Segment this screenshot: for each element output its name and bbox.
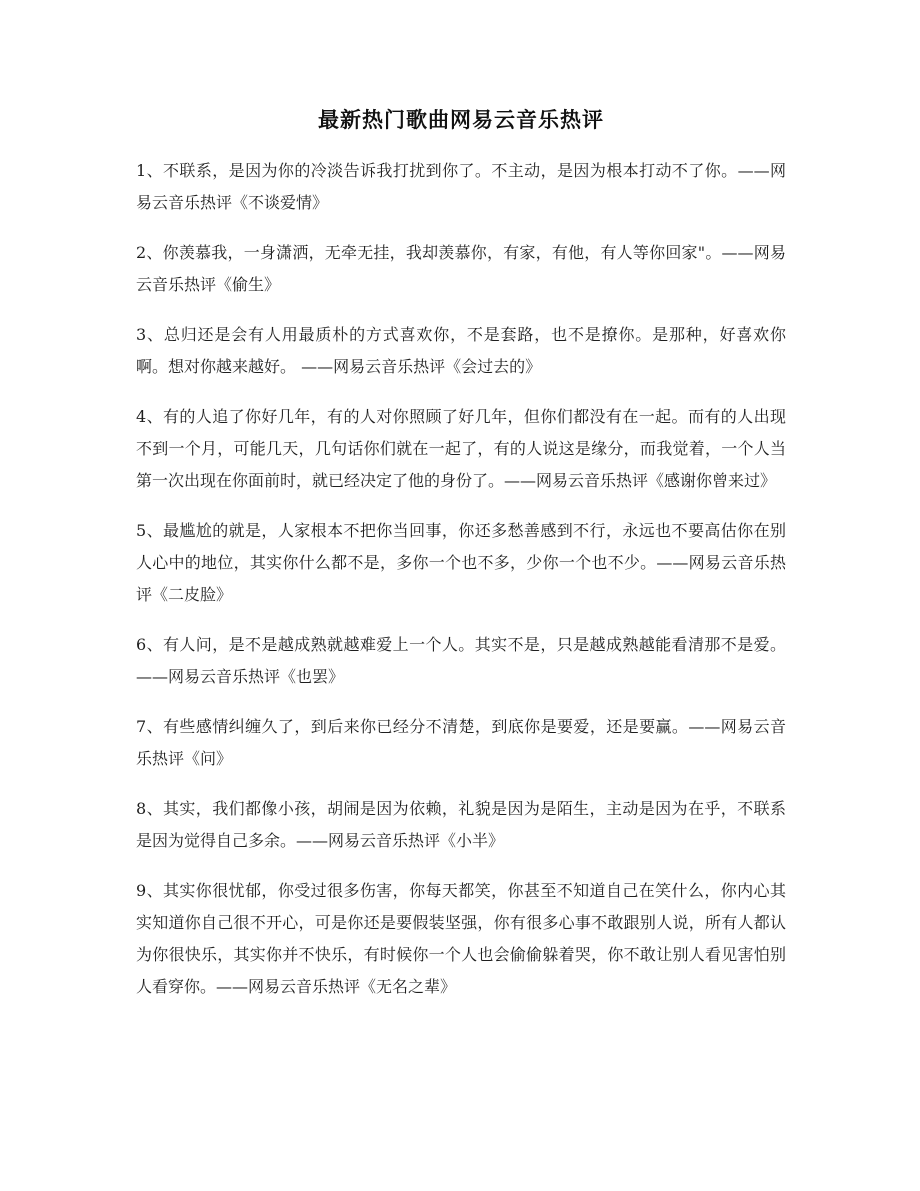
comment-entry-7: 7、有些感情纠缠久了，到后来你已经分不清楚，到底你是要爱，还是要赢。——网易云音乐热评《问》 [136, 717, 786, 768]
document-title: 最新热门歌曲网易云音乐热评 [318, 108, 604, 132]
comment-entry-4: 4、有的人追了你好几年，有的人对你照顾了好几年，但你们都没有在一起。而有的人出现不到一个月，可能几天，几句话你们就在一起了，有的人说这是缘分，而我觉着，一个人当第一次出现在你面前时，就已经决定了他的身份了。——网易云音乐热评《感谢你曾来过》 [136, 407, 786, 490]
comment-entry-2: 2、你羡慕我，一身潇洒，无牵无挂，我却羡慕你，有家，有他，有人等你回家"。——网易云音乐热评《偷生》 [136, 243, 786, 294]
comment-entry-9: 9、其实你很忧郁，你受过很多伤害，你每天都笑，你甚至不知道自己在笑什么，你内心其实知道你自己很不开心，可是你还是要假装坚强，你有很多心事不敢跟别人说，所有人都认为你很快乐，其实你并不快乐，有时候你一个人也会偷偷躲着哭，你不敢让别人看见害怕别人看穿你。——网易云音乐热评《无名之辈》 [136, 881, 786, 996]
comment-entry-1: 1、不联系，是因为你的冷淡告诉我打扰到你了。不主动，是因为根本打动不了你。——网易云音乐热评《不谈爱情》 [136, 161, 786, 212]
comment-entry-3: 3、总归还是会有人用最质朴的方式喜欢你，不是套路，也不是撩你。是那种，好喜欢你啊。想对你越来越好。 ——网易云音乐热评《会过去的》 [136, 325, 786, 376]
comment-entry-6: 6、有人问，是不是越成熟就越难爱上一个人。其实不是，只是越成熟越能看清那不是爱。——网易云音乐热评《也罢》 [136, 635, 786, 686]
comment-entry-5: 5、最尴尬的就是，人家根本不把你当回事，你还多愁善感到不行，永远也不要高估你在别人心中的地位，其实你什么都不是，多你一个也不多，少你一个也不少。——网易云音乐热评《二皮脸》 [136, 521, 786, 604]
comment-entry-8: 8、其实，我们都像小孩，胡闹是因为依赖，礼貌是因为是陌生，主动是因为在乎，不联系是因为觉得自己多余。——网易云音乐热评《小半》 [136, 799, 786, 850]
